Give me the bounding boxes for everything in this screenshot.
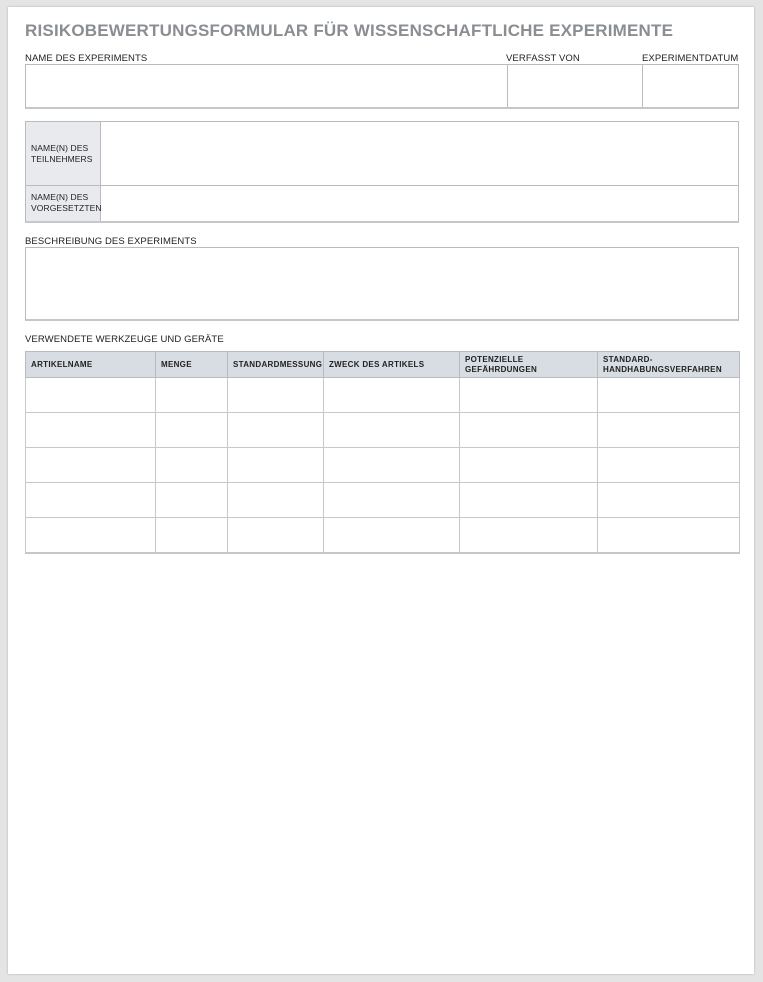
supervisors-label-line-2: VORGESETZTEN [31, 203, 102, 213]
table-cell[interactable] [156, 483, 228, 518]
header-handling-line-1: STANDARD- [603, 354, 653, 364]
date-field[interactable] [643, 65, 738, 107]
table-row [26, 483, 740, 518]
table-cell[interactable] [324, 483, 460, 518]
experiment-name-label: NAME DES EXPERIMENTS [25, 53, 148, 64]
table-cell[interactable] [156, 448, 228, 483]
participants-label-line-1: NAME(N) DES [31, 143, 89, 153]
table-cell[interactable] [460, 483, 598, 518]
table-row [26, 413, 740, 448]
table-cell[interactable] [228, 448, 324, 483]
table-cell[interactable] [460, 378, 598, 413]
table-cell[interactable] [156, 413, 228, 448]
table-cell[interactable] [598, 448, 740, 483]
experiment-header-fields [25, 64, 739, 109]
table-cell[interactable] [598, 483, 740, 518]
header-standard-measure: STANDARDMESSUNG [228, 352, 324, 378]
table-cell[interactable] [26, 483, 156, 518]
table-row [26, 448, 740, 483]
table-cell[interactable] [156, 378, 228, 413]
people-fields [25, 121, 739, 223]
table-cell[interactable] [324, 413, 460, 448]
table-cell[interactable] [324, 448, 460, 483]
table-cell[interactable] [324, 378, 460, 413]
header-item-name: ARTIKELNAME [26, 352, 156, 378]
participants-label-line-2: TEILNEHMERS [31, 154, 93, 164]
form-page [8, 7, 754, 974]
description-field[interactable] [25, 247, 739, 321]
table-cell[interactable] [26, 518, 156, 554]
page-title: RISIKOBEWERTUNGSFORMULAR FÜR WISSENSCHAFTLICHE EXPERIMENTE [25, 21, 674, 40]
participants-label-cell [26, 122, 100, 185]
table-cell[interactable] [156, 518, 228, 554]
table-cell[interactable] [460, 413, 598, 448]
tools-table [25, 351, 740, 554]
table-cell[interactable] [598, 413, 740, 448]
table-cell[interactable] [228, 483, 324, 518]
table-cell[interactable] [598, 378, 740, 413]
table-cell[interactable] [460, 518, 598, 554]
table-cell[interactable] [598, 518, 740, 554]
table-cell[interactable] [228, 413, 324, 448]
author-label: VERFASST VON [506, 53, 580, 64]
supervisors-label-line-1: NAME(N) DES [31, 192, 89, 202]
tools-label: VERWENDETE WERKZEUGE UND GERÄTE [25, 334, 224, 345]
table-cell[interactable] [228, 378, 324, 413]
experiment-name-field[interactable] [26, 65, 507, 107]
table-cell[interactable] [26, 448, 156, 483]
table-cell[interactable] [26, 413, 156, 448]
supervisors-field[interactable] [101, 186, 738, 221]
table-cell[interactable] [228, 518, 324, 554]
table-row [26, 518, 740, 554]
description-label: BESCHREIBUNG DES EXPERIMENTS [25, 236, 197, 247]
table-cell[interactable] [460, 448, 598, 483]
table-header-row [26, 352, 740, 378]
date-label: EXPERIMENTDATUM [642, 53, 739, 64]
header-potential-hazards: POTENZIELLE GEFÄHRDUNGEN [460, 352, 598, 378]
table-cell[interactable] [26, 378, 156, 413]
table-row [26, 378, 740, 413]
participants-field[interactable] [101, 122, 738, 185]
header-handling-line-2: HANDHABUNGSVERFAHREN [603, 364, 722, 374]
supervisors-label-cell [26, 186, 100, 221]
header-handling-procedures [598, 352, 740, 378]
header-item-purpose: ZWECK DES ARTIKELS [324, 352, 460, 378]
table-cell[interactable] [324, 518, 460, 554]
author-field[interactable] [508, 65, 642, 107]
header-quantity: MENGE [156, 352, 228, 378]
